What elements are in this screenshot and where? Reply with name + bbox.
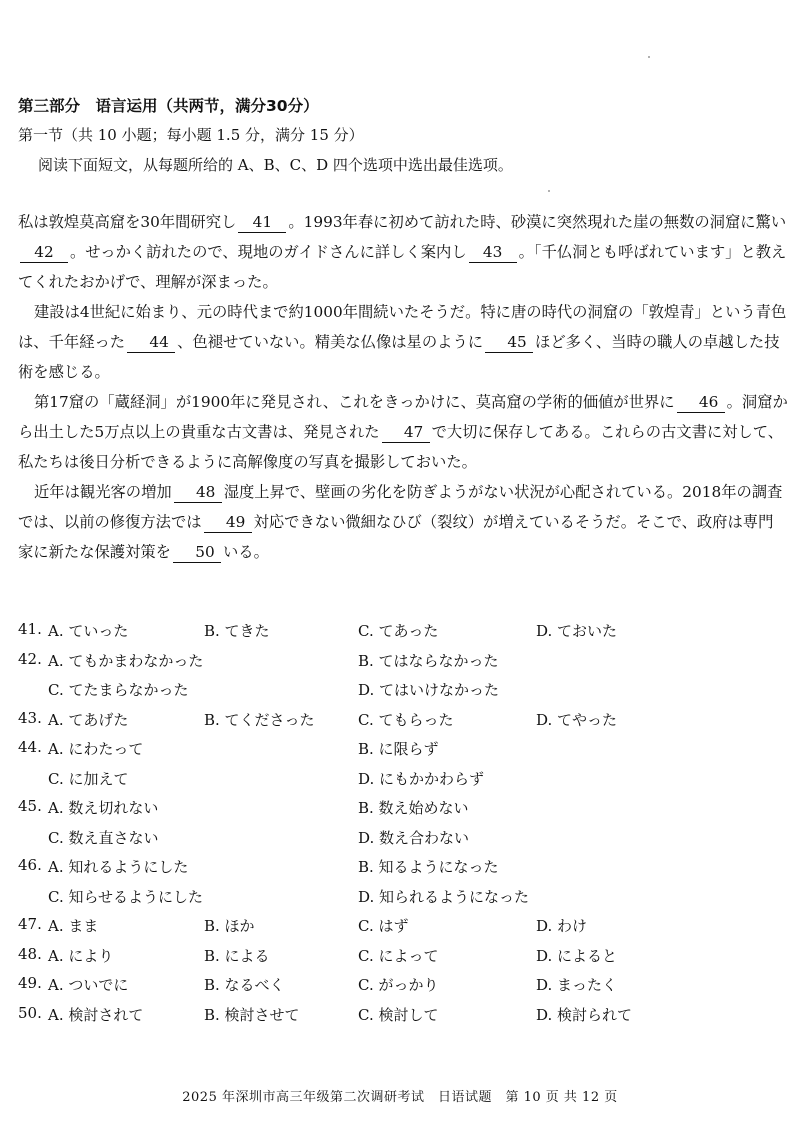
- question-42-cont: [18, 679, 788, 709]
- option-b[interactable]: B. に限らず: [358, 740, 439, 758]
- option-a[interactable]: A. てもかまわなかった: [48, 651, 204, 670]
- passage-text: 。1993年春に初めて訪れた時、砂漠に突然現れた崖の無数の洞窟に驚い: [288, 213, 787, 231]
- option-d[interactable]: D. 数え合わない: [358, 828, 470, 847]
- scan-speck: [548, 190, 550, 192]
- passage-text: 湿度上昇で、壁画の劣化を防ぎようがない状況が心配されている。2018年の調査では、以前の修復方法では: [18, 483, 783, 531]
- answer-options: [18, 620, 788, 1033]
- blank-49: 49: [204, 512, 252, 533]
- option-c[interactable]: C. はず: [358, 917, 409, 935]
- option-d[interactable]: D. 知られるようになった: [358, 887, 530, 906]
- question-number: 42.: [18, 649, 42, 668]
- passage-text: いる。: [222, 543, 269, 561]
- option-c[interactable]: C. 数え直さない: [48, 828, 159, 847]
- option-d[interactable]: D. てやった: [536, 710, 618, 729]
- passage-text: 。「千仏洞とも呼ばれています」と教えてくれたおかげで、理解が深まった。: [18, 243, 787, 291]
- passage-text: で大切に保存してある。これらの古文書に対して、私たちは後日分析できるように高解像度の写真を撮影しておいた。: [18, 423, 784, 471]
- option-d[interactable]: D. にもかかわらず: [358, 769, 485, 788]
- option-a[interactable]: A. 知れるようにした: [48, 858, 189, 876]
- passage-text: 。せっかく訪れたので、現地のガイドさんに詳しく案内し: [70, 243, 467, 261]
- option-d[interactable]: D. によると: [536, 946, 618, 965]
- passage-text: 建設は4世紀に始まり、元の時代まで約1000年間続いたそうだ。特に唐の時代の洞窟の「敦煌青」という青色は、千年経った: [18, 303, 787, 351]
- question-number: 50.: [18, 1003, 42, 1022]
- passage-text: ほど多く、当時の職人の卓越した技術を感じる。: [18, 333, 780, 381]
- passage-paragraph-2: [18, 297, 788, 387]
- blank-41: 41: [238, 212, 286, 233]
- option-b[interactable]: B. てくださった: [204, 710, 315, 729]
- question-46-cont: [18, 886, 788, 916]
- passage-text: 私は敦煌莫高窟を30年間研究し: [18, 213, 237, 231]
- option-a[interactable]: A. てあげた: [48, 710, 129, 729]
- question-number: 41.: [18, 620, 42, 638]
- blank-46: 46: [677, 392, 725, 413]
- question-number: 46.: [18, 856, 42, 874]
- option-c[interactable]: C. てたまらなかった: [48, 681, 189, 699]
- question-45: [18, 797, 788, 827]
- option-c[interactable]: C. がっかり: [358, 976, 439, 994]
- question-44: [18, 738, 788, 768]
- instruction-text: 阅读下面短文，从每题所给的 A、B、C、D 四个选项中选出最佳选项。: [38, 156, 513, 174]
- option-b[interactable]: B. 知るようになった: [358, 858, 499, 876]
- option-b[interactable]: B. てきた: [204, 622, 270, 640]
- option-b[interactable]: B. 検討させて: [204, 1005, 300, 1024]
- question-number: 48.: [18, 944, 42, 963]
- blank-45: 45: [485, 332, 533, 353]
- question-number: 43.: [18, 708, 42, 727]
- option-b[interactable]: B. ほか: [204, 917, 255, 935]
- reading-passage: [18, 207, 788, 567]
- option-c[interactable]: C. によって: [358, 946, 439, 965]
- question-43: [18, 709, 788, 739]
- question-47: [18, 915, 788, 945]
- option-d[interactable]: D. まったく: [536, 976, 618, 994]
- question-50: [18, 1004, 788, 1034]
- scan-speck: [648, 56, 650, 58]
- option-c[interactable]: C. てあった: [358, 622, 439, 640]
- page-footer: 2025 年深圳市高三年级第二次调研考试 日语试题 第 10 页 共 12 页: [182, 1090, 618, 1105]
- option-d[interactable]: D. 検討られて: [536, 1005, 633, 1024]
- question-number: 47.: [18, 915, 42, 933]
- question-44-cont: [18, 768, 788, 798]
- option-c[interactable]: C. 知らせるようにした: [48, 887, 204, 906]
- blank-42: 42: [20, 242, 68, 263]
- option-a[interactable]: A. 検討されて: [48, 1005, 144, 1024]
- option-b[interactable]: B. てはならなかった: [358, 651, 499, 670]
- option-a[interactable]: A. まま: [48, 917, 99, 935]
- passage-text: 第17窟の「蔵経洞」が1900年に発見され、これをきっかけに、莫高窟の学術的価値が世界に: [34, 393, 675, 411]
- question-45-cont: [18, 827, 788, 857]
- option-a[interactable]: A. ていった: [48, 622, 129, 640]
- option-d[interactable]: D. わけ: [536, 917, 588, 935]
- subsection-title: 第一节（共 10 小题；每小题 1.5 分，满分 15 分）: [18, 126, 364, 144]
- option-d[interactable]: D. ておいた: [536, 622, 618, 640]
- passage-paragraph-4: [18, 477, 788, 567]
- option-b[interactable]: B. による: [204, 946, 270, 965]
- section-title: 第三部分 语言运用（共两节，满分30分）: [18, 97, 319, 115]
- blank-44: 44: [127, 332, 175, 353]
- blank-50: 50: [173, 542, 221, 563]
- question-number: 49.: [18, 974, 42, 992]
- passage-paragraph-1: [18, 207, 788, 297]
- passage-text: 対応できない微細なひび（裂纹）が増えているそうだ。そこで、政府は専門家に新たな保護対策を: [18, 513, 774, 561]
- question-42: [18, 650, 788, 680]
- question-number: 45.: [18, 797, 42, 815]
- option-a[interactable]: A. にわたって: [48, 740, 144, 758]
- option-a[interactable]: A. ついでに: [48, 976, 129, 994]
- blank-47: 47: [382, 422, 430, 443]
- question-number: 44.: [18, 738, 42, 756]
- passage-text: 、色褪せていない。精美な仏像は星のように: [177, 333, 484, 351]
- question-48: [18, 945, 788, 975]
- option-b[interactable]: B. 数え始めない: [358, 799, 469, 817]
- option-a[interactable]: A. により: [48, 946, 114, 965]
- passage-text: 近年は観光客の増加: [34, 483, 172, 501]
- blank-43: 43: [469, 242, 517, 263]
- option-c[interactable]: C. てもらった: [358, 710, 454, 729]
- option-a[interactable]: A. 数え切れない: [48, 799, 159, 817]
- blank-48: 48: [174, 482, 222, 503]
- option-b[interactable]: B. なるべく: [204, 976, 285, 994]
- question-49: [18, 974, 788, 1004]
- option-c[interactable]: C. 検討して: [358, 1005, 439, 1024]
- passage-text: 。洞窟から出土した5万点以上の貴重な古文書は、発見された: [18, 393, 788, 441]
- passage-paragraph-3: [18, 387, 788, 477]
- question-41: [18, 620, 788, 650]
- option-c[interactable]: C. に加えて: [48, 769, 129, 788]
- question-46: [18, 856, 788, 886]
- option-d[interactable]: D. てはいけなかった: [358, 681, 500, 699]
